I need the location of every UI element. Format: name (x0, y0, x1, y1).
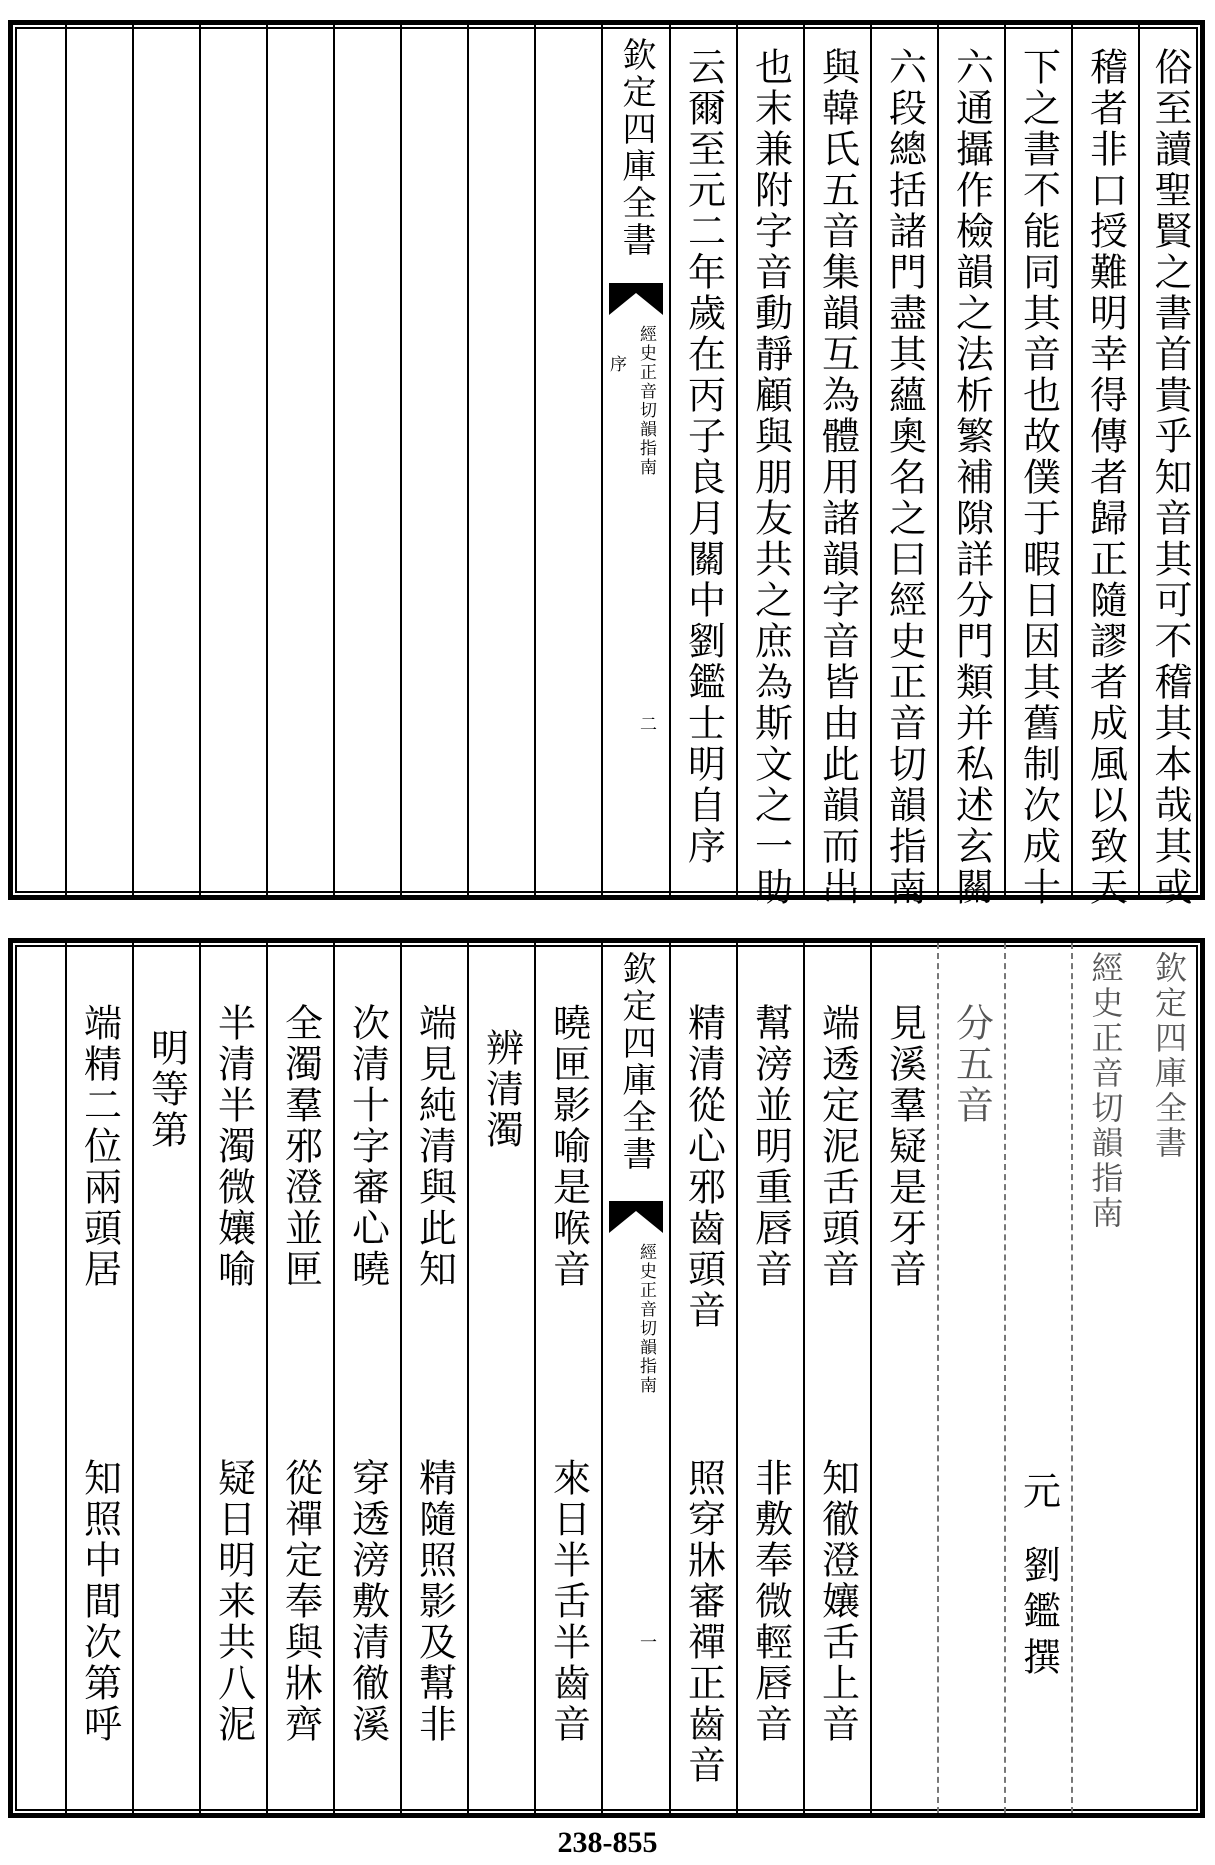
empty-column (467, 25, 534, 895)
preface-text: 下之書不能同其音也故僕于暇日因其舊制次成十 (1016, 47, 1061, 908)
verse-upper: 全濁羣邪澄並匣 (278, 1003, 323, 1290)
preface-text: 云爾至元二年歲在丙子良月關中劉鑑士明自序 (681, 47, 726, 867)
page-number: 238-855 (557, 1826, 658, 1859)
empty-column (65, 25, 132, 895)
five-sounds-row-5 (534, 943, 601, 1813)
verse-upper: 半清半濁微孃喻 (211, 1003, 256, 1290)
verse-upper: 精清從心邪齒頭音 (681, 1003, 726, 1331)
verse-lower: 從禪定奉與牀齊 (278, 1458, 323, 1745)
verse-upper: 端見純清與此知 (412, 1003, 457, 1290)
verse-upper: 曉匣影喻是喉音 (546, 1003, 591, 1290)
empty-column (132, 25, 199, 895)
banner-preface-label: 序 (606, 355, 626, 374)
preface-column-8 (669, 25, 736, 895)
verse-lower: 疑日明来共八泥 (211, 1458, 256, 1745)
section-heading-five-sounds: 分五音 (949, 1003, 994, 1126)
five-sounds-row-2 (803, 943, 870, 1813)
verse-upper: 端透定泥舌頭音 (815, 1003, 860, 1290)
five-sounds-row-1 (870, 943, 937, 1813)
verse-lower: 穿透滂敷清徹溪 (345, 1458, 390, 1745)
section-grade-column (132, 943, 199, 1813)
author-dynasty-text: 元 (1016, 1471, 1061, 1545)
preface-text: 稽者非口授難明幸得傳者歸正隨謬者成風以致天 (1083, 47, 1128, 908)
header-book-column (1071, 943, 1138, 1813)
preface-column-6 (803, 25, 870, 908)
section-heading-grade: 明等第 (144, 1028, 189, 1151)
preface-text: 六通攝作檢韻之法析繁補隙詳分門類并私述玄關 (949, 47, 994, 908)
clear-row-1 (400, 943, 467, 1813)
header-title-column (1138, 943, 1200, 1813)
preface-text: 六段總括諸門盡其蘊奧名之曰經史正音切韻指南 (882, 47, 927, 908)
preface-page (8, 20, 1205, 908)
author-role-text: 撰 (1016, 1637, 1061, 1711)
empty-column (534, 25, 601, 895)
preface-text: 俗至讀聖賢之書首貴乎知音其可不稽其本哉其或 (1148, 47, 1192, 908)
preface-column-7 (736, 25, 803, 908)
text-page (8, 938, 1205, 1818)
section-clear-column (467, 943, 534, 1813)
section-heading-clear: 辨清濁 (479, 1028, 524, 1151)
author-name-text: 劉鑑 (1016, 1545, 1061, 1637)
clear-row-4 (199, 943, 266, 1813)
five-sounds-row-3 (736, 943, 803, 1813)
grade-row-1 (65, 943, 132, 1813)
verse-upper: 端精二位兩頭居 (77, 1003, 122, 1290)
verse-upper: 見溪羣疑是牙音 (882, 1003, 927, 1290)
preface-column-3 (1004, 25, 1071, 908)
verse-lower: 來日半舌半齒音 (546, 1458, 591, 1745)
empty-column (400, 25, 467, 895)
section-five-sounds-column (937, 943, 1004, 1813)
banner-column (601, 25, 669, 895)
clear-row-2 (333, 943, 400, 1813)
verse-lower: 照穿牀審禪正齒音 (681, 1458, 726, 1786)
banner-column (601, 943, 669, 1813)
verse-lower: 精隨照影及幫非 (412, 1458, 457, 1745)
fish-tail-mark (609, 1201, 663, 1233)
header-book-title: 經史正音切韻指南 (1086, 951, 1125, 1231)
preface-column-1 (1138, 25, 1200, 908)
verse-lower: 知照中間次第呼 (77, 1458, 122, 1745)
empty-column (199, 25, 266, 895)
fish-tail-mark (609, 283, 663, 315)
empty-column (333, 25, 400, 895)
verse-upper: 幫滂並明重唇音 (748, 1003, 793, 1290)
header-title: 欽定四庫全書 (1150, 951, 1188, 1161)
preface-text: 也末兼附字音動靜顧與朋友共之庶為斯文之一助 (748, 47, 793, 908)
preface-column-2 (1071, 25, 1138, 908)
banner-leaf-number: 一 (636, 1633, 656, 1652)
preface-column-4 (937, 25, 1004, 908)
author-column (1004, 943, 1071, 1813)
author-dynasty (1006, 1471, 1071, 1711)
verse-upper: 次清十字審心曉 (345, 1003, 390, 1290)
banner-book-title: 經史正音切韻指南 (636, 325, 656, 477)
banner-title: 欽定四庫全書 (616, 951, 656, 1173)
five-sounds-row-4 (669, 943, 736, 1813)
verse-lower: 知徹澄孃舌上音 (815, 1458, 860, 1745)
banner-leaf-number: 二 (636, 715, 656, 734)
preface-column-5 (870, 25, 937, 908)
preface-text: 與韓氏五音集韻互為體用諸韻字音皆由此韻而出 (815, 47, 860, 908)
empty-column (266, 25, 333, 895)
clear-row-3 (266, 943, 333, 1813)
banner-title: 欽定四庫全書 (616, 37, 656, 259)
banner-book-title: 經史正音切韻指南 (636, 1243, 656, 1395)
verse-lower: 非敷奉微輕唇音 (748, 1458, 793, 1745)
